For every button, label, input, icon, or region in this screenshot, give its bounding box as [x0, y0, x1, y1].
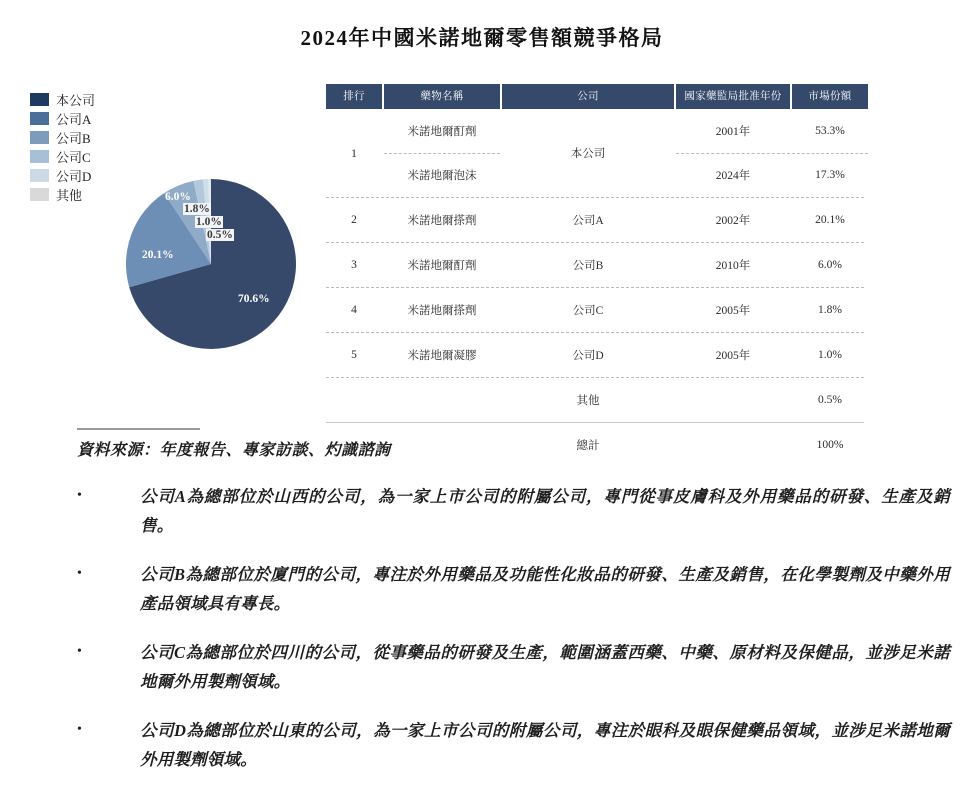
- legend-item-2: [30, 128, 140, 147]
- list-item: [70, 560, 950, 618]
- bullet-icon: •: [77, 488, 82, 503]
- table-row: [326, 288, 864, 332]
- cell-share: 20.1%: [815, 214, 845, 226]
- legend-swatch-icon: [30, 112, 49, 125]
- cell-year-group: [676, 109, 790, 197]
- legend-label: 公司B: [56, 131, 91, 146]
- bullet-icon: •: [77, 644, 82, 659]
- cell-rank: 5: [351, 349, 357, 361]
- cell-year: 2002年: [715, 215, 751, 227]
- pie-chart-svg: [125, 178, 297, 350]
- cell-company: 公司A: [572, 215, 604, 227]
- legend-label: 其他: [56, 188, 83, 203]
- cell-share: 1.0%: [818, 349, 842, 361]
- legend-label: 公司D: [56, 169, 92, 184]
- competition-table: [326, 84, 864, 467]
- cell-drug-group: [384, 109, 500, 197]
- legend-item-5: [30, 185, 140, 204]
- cell-company: 公司C: [572, 305, 604, 317]
- cell-share: 17.3%: [815, 169, 845, 182]
- notes-list: [70, 482, 950, 794]
- cell-drug: [384, 378, 500, 422]
- pie-slice-label-5: 0.5%: [207, 229, 233, 241]
- cell-share: 100%: [816, 439, 844, 451]
- cell-company: 本公司: [570, 148, 606, 160]
- cell-year: 2010年: [715, 260, 751, 272]
- cell-rank: 4: [351, 304, 357, 316]
- legend-swatch-icon: [30, 188, 49, 201]
- cell-drug: 米諾地爾搽劑: [407, 215, 477, 227]
- list-item: [70, 638, 950, 696]
- cell-year: 2005年: [715, 350, 751, 362]
- bullet-icon: •: [77, 566, 82, 581]
- source-note: 資料來源：年度報告、專家訪談、灼識諮詢: [77, 442, 391, 459]
- cell-rank: 3: [351, 259, 357, 271]
- legend-item-4: [30, 166, 140, 185]
- cell-company: 公司D: [572, 350, 604, 362]
- pie-slice-label-1: 20.1%: [142, 249, 174, 261]
- cell-rank: 1: [351, 145, 357, 160]
- legend-item-0: [30, 90, 140, 109]
- table-row: [326, 243, 864, 287]
- legend-swatch-icon: [30, 131, 49, 144]
- table-header-drug: 藥物名稱: [384, 84, 500, 109]
- cell-share: 53.3%: [815, 124, 845, 137]
- list-item-text: 公司C為總部位於四川的公司，從事藥品的研發及生產，範圍涵蓋西藥、中藥、原材料及保健品，並涉足米諾地爾外用製劑領域。: [140, 643, 950, 691]
- pie-slice-label-4: 1.0%: [196, 216, 222, 228]
- pie-slice-label-2: 6.0%: [165, 191, 191, 203]
- cell-drug: [384, 423, 500, 467]
- legend-swatch-icon: [30, 93, 49, 106]
- table-row: [326, 109, 864, 197]
- legend-item-1: [30, 109, 140, 128]
- table-header-rank: 排行: [326, 84, 382, 109]
- table-header-company: 公司: [502, 84, 674, 109]
- cell-drug: 米諾地爾酊劑: [407, 125, 477, 138]
- list-item-text: 公司B為總部位於廈門的公司，專注於外用藥品及功能性化妝品的研發、生產及銷售，在化學製劑及中藥外用產品領域具有專長。: [140, 565, 950, 613]
- cell-share-group: [792, 109, 868, 197]
- cell-drug: 米諾地爾凝膠: [407, 350, 477, 362]
- cell-rank: 2: [351, 214, 357, 226]
- legend-item-3: [30, 147, 140, 166]
- page-title: 2024年中國米諾地爾零售額競爭格局: [300, 26, 664, 50]
- cell-year: 2024年: [715, 170, 751, 183]
- legend-label: 公司C: [56, 150, 91, 165]
- cell-company: 公司B: [572, 260, 604, 272]
- pie-slices: [126, 179, 296, 349]
- cell-rank: [326, 378, 382, 422]
- table-header-share: 市場份額: [792, 84, 868, 109]
- legend-swatch-icon: [30, 150, 49, 163]
- table-row: [326, 198, 864, 242]
- cell-company: 其他: [576, 395, 600, 407]
- cell-drug: 米諾地爾酊劑: [407, 260, 477, 272]
- cell-drug: 米諾地爾泡沫: [407, 170, 477, 183]
- legend-label: 本公司: [56, 93, 96, 108]
- table-row: [326, 333, 864, 377]
- legend-swatch-icon: [30, 169, 49, 182]
- source-divider: [77, 428, 200, 430]
- legend-label: 公司A: [56, 112, 92, 127]
- pie-slice-label-3: 1.8%: [184, 203, 210, 215]
- chart-legend: [30, 90, 140, 204]
- table-header-year: 國家藥監局批准年份: [676, 84, 790, 109]
- list-item: [70, 716, 950, 774]
- cell-share: 6.0%: [818, 259, 842, 271]
- bullet-icon: •: [77, 722, 82, 737]
- cell-year: [676, 378, 790, 422]
- table-header-row: [326, 84, 864, 109]
- table-row-other: [326, 378, 864, 422]
- table-row-total: [326, 423, 864, 467]
- cell-share: 0.5%: [818, 394, 842, 406]
- pie-chart: [125, 178, 297, 350]
- cell-drug: 米諾地爾搽劑: [407, 305, 477, 317]
- cell-year: [676, 423, 790, 467]
- list-item-text: 公司D為總部位於山東的公司，為一家上市公司的附屬公司，專注於眼科及眼保健藥品領域，並涉足米諾地爾外用製劑領域。: [140, 721, 950, 769]
- list-item-text: 公司A為總部位於山西的公司，為一家上市公司的附屬公司，專門從事皮膚科及外用藥品的研發、生產及銷售。: [140, 487, 950, 535]
- cell-year: 2001年: [715, 125, 751, 138]
- list-item: [70, 482, 950, 540]
- cell-company: 總計: [576, 440, 600, 452]
- pie-slice-label-0: 70.6%: [238, 293, 270, 305]
- cell-year: 2005年: [715, 305, 751, 317]
- cell-share: 1.8%: [818, 304, 842, 316]
